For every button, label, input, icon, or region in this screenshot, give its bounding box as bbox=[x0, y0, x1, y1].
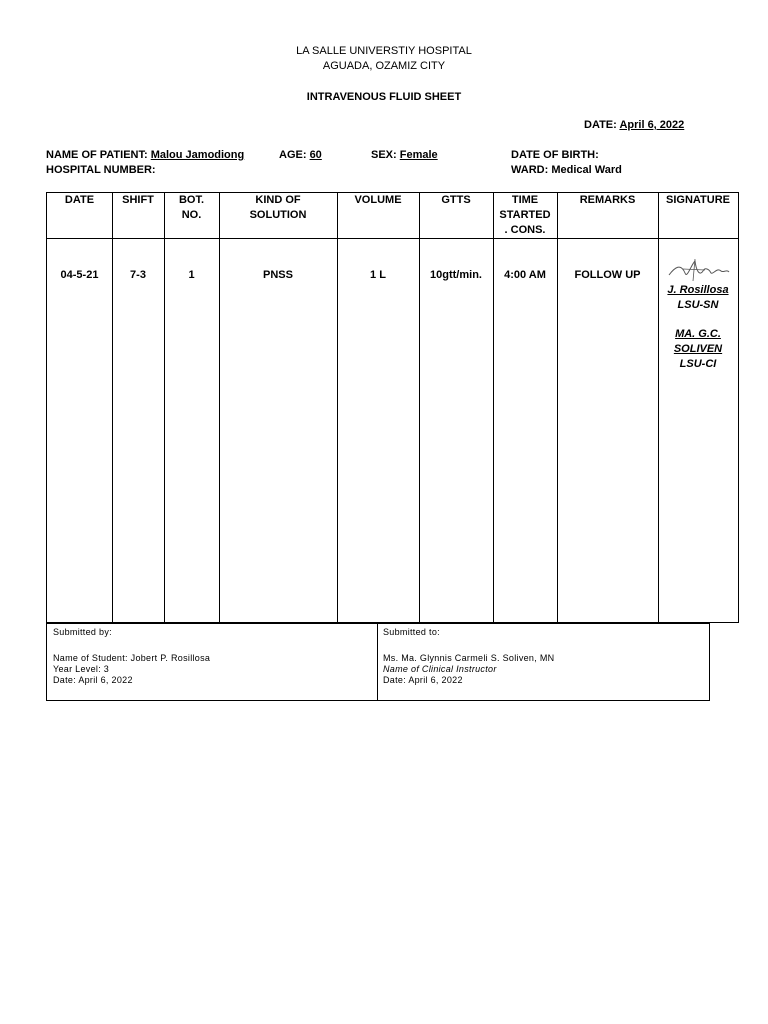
header-divider bbox=[47, 238, 738, 239]
submitted-to-label: Submitted to: bbox=[383, 627, 440, 637]
dob-label: DATE OF BIRTH: bbox=[511, 149, 599, 161]
submitted-by-label: Submitted by: bbox=[53, 627, 112, 637]
header-gtts: GTTS bbox=[441, 194, 471, 206]
date-label: DATE: bbox=[584, 119, 617, 131]
patient-name-value: Malou Jamodiong bbox=[150, 149, 245, 161]
form-title: INTRAVENOUS FLUID SHEET bbox=[306, 91, 462, 103]
header-remarks: REMARKS bbox=[579, 194, 636, 206]
age-value: 60 bbox=[309, 149, 322, 161]
ward-value: Medical Ward bbox=[551, 164, 622, 176]
instructor-name-line: Ms. Ma. Glynnis Carmeli S. Soliven, MN bbox=[383, 653, 555, 663]
patient-name-field bbox=[46, 149, 244, 161]
instructor-caption: Name of Clinical Instructor bbox=[383, 664, 497, 674]
submitted-by-section bbox=[47, 624, 377, 700]
header-date: DATE bbox=[64, 194, 95, 206]
header-shift: SHIFT bbox=[122, 194, 154, 206]
patient-name-label: NAME OF PATIENT: bbox=[46, 149, 148, 161]
year-level-line: Year Level: 3 bbox=[53, 664, 110, 674]
age-field bbox=[279, 149, 322, 161]
row-gtts: 10gtt/min. bbox=[430, 269, 482, 281]
submitted-by-date-line: Date: April 6, 2022 bbox=[53, 675, 133, 685]
row-kind-of-solution: PNSS bbox=[263, 269, 293, 281]
sex-field bbox=[371, 149, 438, 161]
sex-value: Female bbox=[399, 149, 438, 161]
signature-block bbox=[658, 283, 738, 372]
ward-field bbox=[511, 164, 622, 176]
row-date: 04-5-21 bbox=[60, 269, 99, 281]
col-divider bbox=[493, 193, 494, 622]
institution-name: LA SALLE UNIVERSTIY HOSPITAL bbox=[296, 45, 472, 57]
signature-name-ci-line2: SOLIVEN bbox=[673, 343, 723, 355]
student-name-line: Name of Student: Jobert P. Rosillosa bbox=[53, 653, 211, 663]
header-kind-of-solution bbox=[219, 193, 337, 223]
institution-address: AGUADA, OZAMIZ CITY bbox=[322, 60, 446, 72]
col-divider bbox=[164, 193, 165, 622]
submission-box bbox=[46, 623, 710, 701]
header-bot-line2: NO. bbox=[181, 209, 202, 221]
header-time-line3: . CONS. bbox=[504, 224, 546, 236]
ward-label: WARD: bbox=[511, 164, 549, 176]
row-shift: 7-3 bbox=[130, 269, 146, 281]
header-time-started bbox=[493, 193, 557, 238]
signature-role-ci: LSU-CI bbox=[679, 358, 717, 370]
col-divider bbox=[112, 193, 113, 622]
signature-name-student: J. Rosillosa bbox=[667, 284, 729, 296]
col-divider bbox=[337, 193, 338, 622]
header-time-line1: TIME bbox=[511, 194, 539, 206]
header-signature: SIGNATURE bbox=[666, 194, 730, 206]
date-value: April 6, 2022 bbox=[619, 119, 685, 131]
iv-fluid-table bbox=[46, 192, 739, 623]
header-kind-line2: SOLUTION bbox=[249, 209, 307, 221]
col-divider bbox=[419, 193, 420, 622]
signature-name-ci-line1: MA. G.C. bbox=[675, 328, 721, 340]
sex-label: SEX: bbox=[371, 149, 397, 161]
age-label: AGE: bbox=[279, 149, 307, 161]
date-field bbox=[584, 119, 684, 131]
col-divider bbox=[658, 193, 659, 622]
row-volume: 1 L bbox=[370, 269, 386, 281]
row-remarks: FOLLOW UP bbox=[574, 269, 641, 281]
header-volume: VOLUME bbox=[354, 194, 402, 206]
row-time-started: 4:00 AM bbox=[504, 269, 546, 281]
header-bot-no bbox=[164, 193, 219, 223]
header-kind-line1: KIND OF bbox=[255, 194, 301, 206]
hospital-number-label: HOSPITAL NUMBER: bbox=[46, 164, 156, 176]
header-bot-line1: BOT. bbox=[178, 194, 205, 206]
col-divider bbox=[219, 193, 220, 622]
signature-role-student: LSU-SN bbox=[677, 299, 719, 311]
col-divider bbox=[557, 193, 558, 622]
submitted-to-date-line: Date: April 6, 2022 bbox=[383, 675, 463, 685]
submitted-to-section bbox=[377, 624, 709, 700]
handwritten-signature bbox=[665, 255, 731, 285]
header-time-line2: STARTED bbox=[499, 209, 551, 221]
row-bot-no: 1 bbox=[188, 269, 195, 281]
